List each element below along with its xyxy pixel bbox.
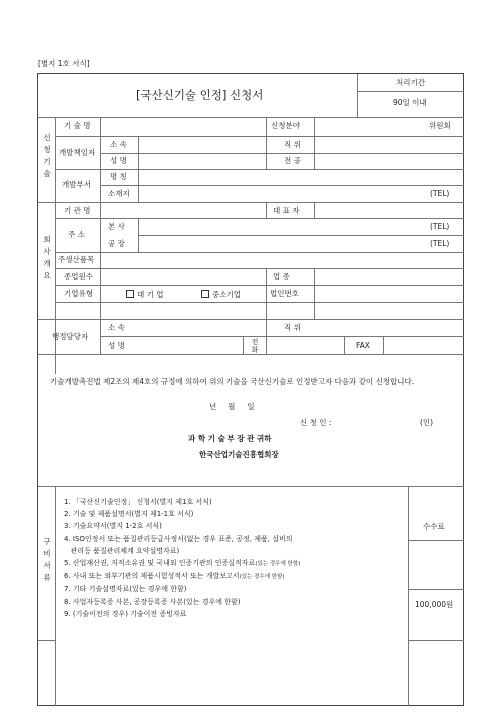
admin-label: 행정담당자 (52, 332, 89, 341)
org-name-label: 기 관 명 (64, 206, 91, 215)
divider (357, 91, 464, 92)
divider (314, 202, 315, 218)
form-caption: [별지 1호 서식] (38, 59, 90, 68)
divider (55, 268, 464, 269)
factory-label: 공 장 (108, 239, 125, 248)
affiliation-label: 소 속 (110, 140, 127, 149)
employees-label: 종업원수 (64, 272, 93, 281)
checkbox-small[interactable] (201, 290, 209, 298)
divider (408, 540, 464, 541)
location-label: 소재지 (108, 189, 130, 198)
list-item (64, 570, 408, 583)
dev-dept-label: 개발부서 (62, 180, 91, 189)
address-label: 주 소 (68, 230, 85, 239)
divider (357, 74, 358, 117)
divider (38, 117, 464, 118)
list-item: 7. 기타 기술설명자료(있는 경우에 한함) (64, 585, 187, 594)
option-small-enterprise[interactable] (201, 290, 241, 299)
list-item (64, 557, 408, 570)
attachments-label: 구비서류 (43, 537, 51, 582)
main-products-label: 주생산품목 (58, 255, 95, 264)
list-item: 9. (기술이전의 경우) 기술이전 증빙자료 (64, 609, 187, 618)
factory-tel: (TEL) (430, 239, 450, 248)
tech-name-label: 기 술 명 (64, 121, 91, 130)
application-form (37, 73, 464, 706)
list-item: 관리등 품질관리체계 요약설명자료) (64, 546, 180, 555)
divider (38, 486, 464, 487)
divider (383, 336, 384, 354)
divider (38, 354, 464, 355)
fee-value: 100,000원 (415, 600, 454, 609)
divider (408, 640, 464, 641)
list-item: 3. 기술요약서(별지 1-2호 서식) (64, 522, 162, 531)
divider (55, 302, 464, 303)
fee-label: 수수료 (423, 522, 445, 531)
attachment-list (64, 496, 408, 620)
field-value: 위원회 (429, 121, 451, 130)
divider (408, 486, 409, 706)
ceo-label: 대 표 자 (273, 206, 300, 215)
divider (344, 336, 345, 354)
divider (38, 640, 55, 641)
dept-name-label: 명 칭 (110, 172, 127, 181)
admin-position-label: 직 위 (284, 323, 301, 332)
divider (55, 218, 464, 219)
divider (55, 285, 464, 286)
recipient-minister: 과 학 기 술 부 장 관 귀하 (188, 434, 272, 443)
admin-fax-label: FAX (356, 341, 370, 350)
divider (138, 235, 464, 236)
admin-affiliation-label: 소 속 (108, 323, 125, 332)
divider (38, 202, 464, 203)
list-item-text: 5. 산업재산권, 지적소유권 및 국내외 인증기관의 인증실적자료 (64, 559, 256, 568)
divider (55, 252, 464, 253)
divider (408, 589, 464, 590)
name-label: 성 명 (110, 156, 127, 165)
processing-value: 90일 이내 (393, 98, 427, 107)
option-large-label: 대 기 업 (137, 290, 164, 299)
option-small-label: 중소기업 (212, 290, 241, 299)
list-item: 2. 기술 및 제품설명서(별지 제1-1호 서식) (64, 510, 194, 519)
checkbox-large[interactable] (126, 290, 134, 298)
divider (314, 117, 315, 169)
divider (55, 486, 56, 706)
divider (38, 319, 464, 320)
date-line: 년 월 일 (209, 402, 255, 411)
corp-no-label: 법인번호 (270, 289, 299, 298)
divider (100, 153, 464, 154)
list-item-note: (있는 경우에 한함) (239, 574, 285, 581)
hq-label: 본 사 (108, 222, 125, 231)
divider (100, 336, 464, 337)
list-item-note: (있는 경우에 한함) (255, 561, 301, 568)
divider (266, 202, 267, 218)
major-label: 전 공 (284, 156, 301, 165)
option-large-enterprise[interactable] (126, 290, 164, 299)
divider (314, 268, 315, 319)
declaration-text: 기술개발촉진법 제2조의 제4호의 규정에 의하여 위의 기술을 국산신기술로 인정받고자 다음과 같이 신청합니다. (50, 377, 415, 386)
recipient-association: 한국산업기술진흥협회장 (199, 450, 279, 459)
applicant-label: 신 청 인 : (300, 418, 332, 427)
hq-tel: (TEL) (430, 222, 450, 231)
company-type-label: 기업유형 (64, 289, 93, 298)
processing-label: 처리기간 (396, 78, 425, 87)
divider (55, 136, 464, 137)
divider (266, 319, 267, 354)
admin-phone-label: 전화 (251, 338, 259, 354)
list-item: 4. ISO인정서 또는 품질관리등급사정서(없는 경우 표준, 공정, 제품, 설비의 (64, 534, 293, 543)
divider (100, 185, 464, 186)
field-label: 신청분야 (271, 121, 300, 130)
list-item-text: 6. 사내 또는 외부기관의 제품시험성적서 또는 개발보고서 (64, 572, 240, 581)
seal-mark: (인) (420, 418, 434, 427)
list-item: 1. 「국산신기술인정」 신청서(별지 제1호 서식) (64, 498, 212, 506)
location-tel: (TEL) (430, 189, 450, 198)
form-title: [국산신기술 인정] 신청서 (136, 88, 264, 102)
dev-lead-label: 개발책임자 (59, 148, 96, 157)
divider (55, 169, 464, 170)
list-item: 8. 사업자등록증 사본, 공장등록증 사본(있는 경우에 한함) (64, 597, 241, 606)
industry-label: 업 종 (273, 272, 290, 281)
admin-name-label: 성 명 (108, 341, 125, 350)
company-section-label: 회사개요 (43, 235, 51, 280)
divider (243, 336, 244, 354)
divider (266, 117, 267, 169)
tech-section-label: 신청기술 (43, 133, 51, 178)
divider (266, 268, 267, 319)
position-label: 직 위 (284, 140, 301, 149)
